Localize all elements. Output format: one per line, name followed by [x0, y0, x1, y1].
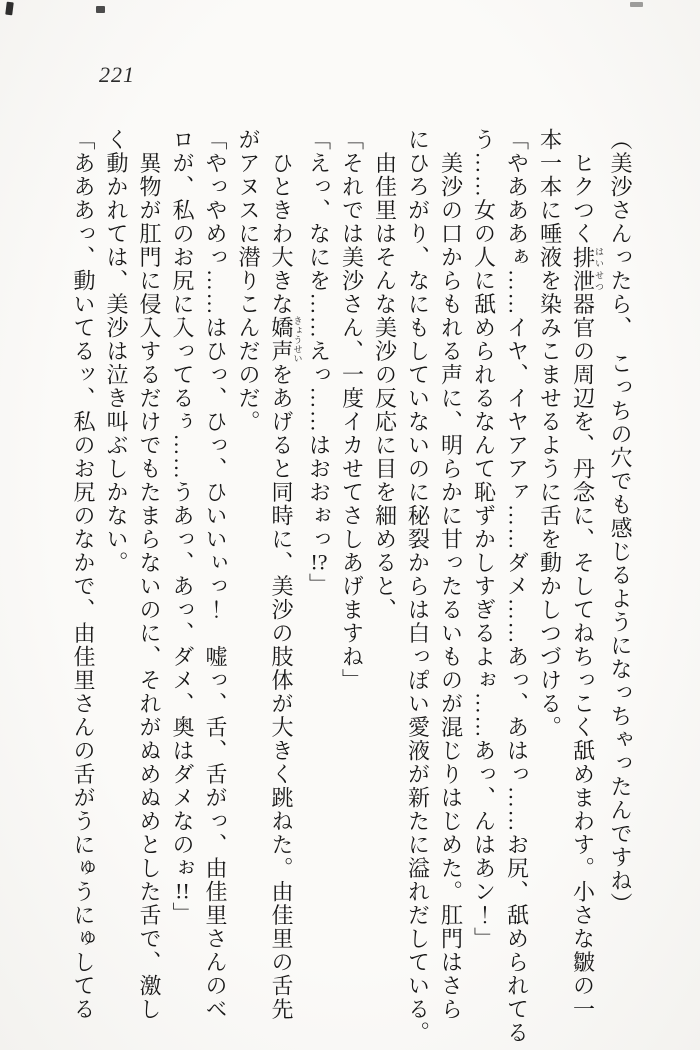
text-column: がアヌスに潜りこんだのだ。	[236, 128, 261, 434]
text-column: く動かれては、美沙は泣き叫ぶしかない。	[104, 128, 129, 575]
text-column: ヒクつく排泄はいせつ器官の周辺を、丹念に、そしてねちっこく舐めまわす。小さな皺の一	[570, 151, 604, 1021]
text-column: 異物が肛門に侵入するだけでもたまらないのに、それがぬめぬめとした舌で、激し	[137, 151, 162, 1021]
text-column: 美沙の口からもれる声に、明らかに甘ったるいものが混じりはじめた。肛門はさら	[438, 151, 464, 1021]
text-columns	[67, 128, 637, 1045]
page-number: 221	[99, 62, 135, 87]
text-column: 「あああっ、動いてるッ、私のお尻のなかで、由佳里さんの舌がうにゅうにゅしてる	[71, 128, 96, 1021]
text-column: 「やっやめっ……はひっ、ひっ、ひいいぃっ！ 嘘っ、舌、舌がっ、由佳里さんのベ	[203, 128, 228, 1021]
ruby-annotated-word: 排泄はいせつ	[570, 245, 604, 293]
text-column: （美沙さんったら、 こっちの穴でも感じるようになっちゃったんですね）	[608, 128, 633, 916]
text-column: 本一本に唾液を染みこませるように舌を動かしつづける。	[537, 128, 563, 739]
text-column: 「それでは美沙さん、一度イカせてさしあげますね」	[339, 128, 365, 692]
text-column: ひときわ大きな嬌声きょうせいをあげると同時に、美沙の肢体が大きく跳ねた。由佳里の舌先	[269, 151, 303, 1021]
horizontal-in-vertical-text: !!	[175, 880, 190, 902]
text-column: にひろがり、なにもしていないのに秘裂からは白っぽい愛液が新たに溢れだしている。	[405, 128, 431, 1045]
text-column: ロが、私のお尻に入ってるぅ……うあっ、あっ、ダメ、奥はダメなのぉ!!」	[170, 128, 195, 926]
scan-artifact-mark	[630, 2, 643, 7]
text-column: 「やあああぁ……イヤ、イヤアアァ……ダメ……あっ、あはっ……お尻、舐められてる	[504, 128, 530, 1045]
scan-artifact-mark	[5, 2, 14, 16]
text-column: 由佳里はそんな美沙の反応に目を細めると、	[372, 151, 398, 622]
scan-artifact-mark	[96, 6, 105, 13]
horizontal-in-vertical-text: !?	[310, 551, 328, 573]
text-column: う……女の人に舐められるなんて恥ずかしすぎるよぉ……あっ、んはあン！」	[471, 128, 497, 951]
text-column: 「えっ、なにを……えっ……はおおぉっ!?」	[306, 128, 332, 597]
ruby-annotated-word: 嬌声きょうせい	[269, 316, 303, 363]
